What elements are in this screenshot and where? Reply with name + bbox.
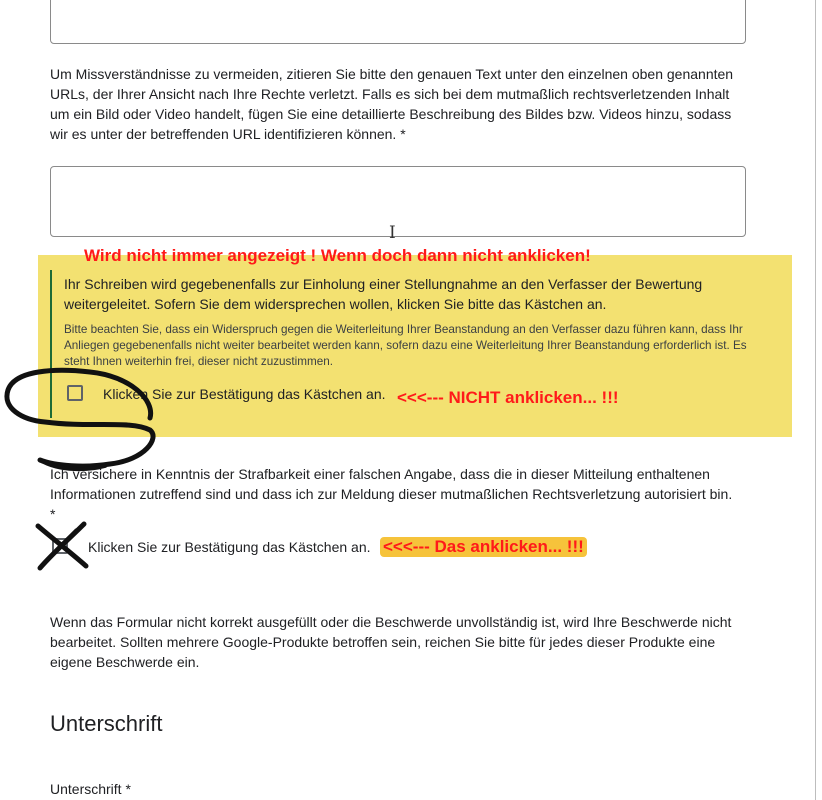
annotation-not-always-shown: Wird nicht immer angezeigt ! Wenn doch dann nicht anklicken!	[84, 246, 591, 265]
quote-instructions: Um Missverständnisse zu vermeiden, zitieren Sie bitte den genauen Text unter den einzelnen oben genannten URLs, der Ihrer Ansicht nach Ihre Rechte verletzt. Falls es sich bei dem mutmaßlich rechtsverletzenden Inhalt um ein Bild oder Video handelt, fügen Sie eine detaillierte Beschreibung des Bildes bzw. Videos hinzu, sodass wir es unter der betreffenden URL identifizieren können. *	[50, 66, 734, 142]
x-mark-icon	[32, 520, 92, 572]
forward-hint: Bitte beachten Sie, dass ein Widerspruch gegen die Weiterleitung Ihrer Beanstandung an den Verfasser dazu führen kann, dass Ihr Anliegen gegebenenfalls nicht weiter bearbeitet werden kann, sofern dazu eine Weiterleitung Ihrer Beanstandung erforderlich ist. Es steht Ihnen weiterhin frei, dieser nicht zuzustimmen.	[64, 323, 747, 368]
annotation-do-not-click: <<<--- NICHT anklicken... !!!	[397, 388, 619, 407]
signature-section-heading: Unterschrift	[50, 711, 163, 736]
previous-textarea[interactable]	[50, 0, 746, 44]
circle-scribble-icon	[0, 360, 160, 475]
signature-field-label: Unterschrift *	[50, 781, 131, 797]
page-edge-divider	[815, 0, 816, 800]
quoted-text-field[interactable]	[50, 166, 746, 237]
forward-notice: Ihr Schreiben wird gegebenenfalls zur Einholung einer Stellungnahme an den Verfasser der Bewertung weitergeleitet. Sofern Sie dem widersprechen wollen, klicken Sie bitte das Kästchen an.	[64, 276, 703, 312]
objection-checkbox-label: Klicken Sie zur Bestätigung das Kästchen an.	[103, 386, 386, 402]
text-cursor-icon: I	[389, 223, 396, 243]
confirm-checkbox-label: Klicken Sie zur Bestätigung das Kästchen an.	[88, 539, 371, 555]
annotation-click-this: <<<--- Das anklicken... !!!	[380, 537, 587, 557]
incomplete-notice: Wenn das Formular nicht korrekt ausgefüllt oder die Beschwerde unvollständig ist, wird Ihre Beschwerde nicht bearbeitet. Sollten mehrere Google-Produkte betroffen sein, reichen Sie bitte für jedes dieser Produkte eine eigene Beschwerde ein.	[50, 614, 732, 670]
declaration-text: Ich versichere in Kenntnis der Strafbarkeit einer falschen Angabe, dass die in dieser Mitteilung enthaltenen Informationen zutreffend sind und dass ich zur Meldung dieser mutmaßlichen Rechtsverletzung autorisiert bin. *	[50, 466, 733, 522]
